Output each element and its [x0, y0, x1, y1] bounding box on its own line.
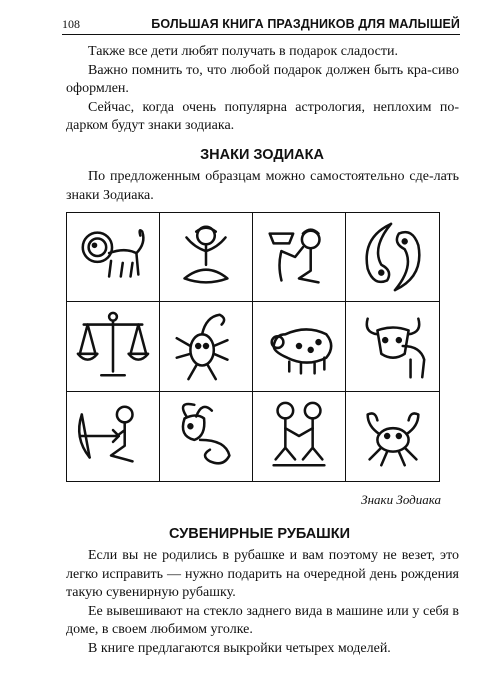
libra-icon [72, 307, 154, 385]
virgo-icon [165, 218, 247, 296]
paragraph: По предложенным образцам можно самостоятельно сде-лать знаки Зодиака. [66, 169, 459, 203]
zodiac-cell-gemini [253, 392, 346, 481]
aquarius-icon [258, 218, 340, 296]
sagittarius-icon [72, 397, 154, 475]
pisces-icon [352, 218, 434, 296]
paragraph: В книге предлагаются выкройки четырех моделей. [88, 640, 391, 656]
zodiac-cell-libra [67, 302, 160, 391]
zodiac-cell-aquarius [253, 213, 346, 302]
intro-text [66, 43, 459, 136]
zodiac-section-title: ЗНАКИ ЗОДИАКА [200, 147, 324, 163]
zodiac-cell-capricorn [160, 392, 253, 481]
scorpio-icon [165, 307, 247, 385]
paragraph: Если вы не родились в рубашке и вам поэтому не везет, это легко исправить — нужно подарить на очередной день рождения такую сувенирную рубашку. [66, 548, 459, 600]
zodiac-cell-sagittarius [67, 392, 160, 481]
paragraph: Также все дети любят получать в подарок сладости. [88, 44, 399, 59]
leo-icon [72, 218, 154, 296]
zodiac-figure-grid [66, 212, 440, 482]
zodiac-cell-leo [67, 213, 160, 302]
shirts-text [66, 547, 459, 658]
shirts-section-title: СУВЕНИРНЫЕ РУБАШКИ [168, 526, 351, 542]
zodiac-cell-cancer [346, 392, 439, 481]
taurus-icon [352, 307, 434, 385]
zodiac-intro-text [66, 168, 459, 205]
zodiac-cell-taurus [346, 302, 439, 391]
running-header [62, 14, 460, 35]
paragraph: Сейчас, когда очень популярна астрология, неплохим по-дарком будут знаки зодиака. [66, 99, 459, 133]
zodiac-cell-virgo [160, 213, 253, 302]
cancer-icon [352, 397, 434, 475]
paragraph: Важно помнить то, что любой подарок должен быть кра-сиво оформлен. [66, 62, 459, 96]
zodiac-cell-pisces [346, 213, 439, 302]
gemini-icon [258, 397, 340, 475]
figure-caption: Знаки Зодиака [361, 492, 441, 507]
book-title: БОЛЬШАЯ КНИГА ПРАЗДНИКОВ ДЛЯ МАЛЫШЕЙ [151, 17, 460, 31]
page-number: 108 [62, 17, 80, 31]
zodiac-cell-aries [253, 302, 346, 391]
aries-icon [258, 307, 340, 385]
zodiac-cell-scorpio [160, 302, 253, 391]
paragraph: Ее вывешивают на стекло заднего вида в машине или у себя в доме, в своем любимом уголке. [66, 603, 459, 637]
capricorn-icon [165, 397, 247, 475]
